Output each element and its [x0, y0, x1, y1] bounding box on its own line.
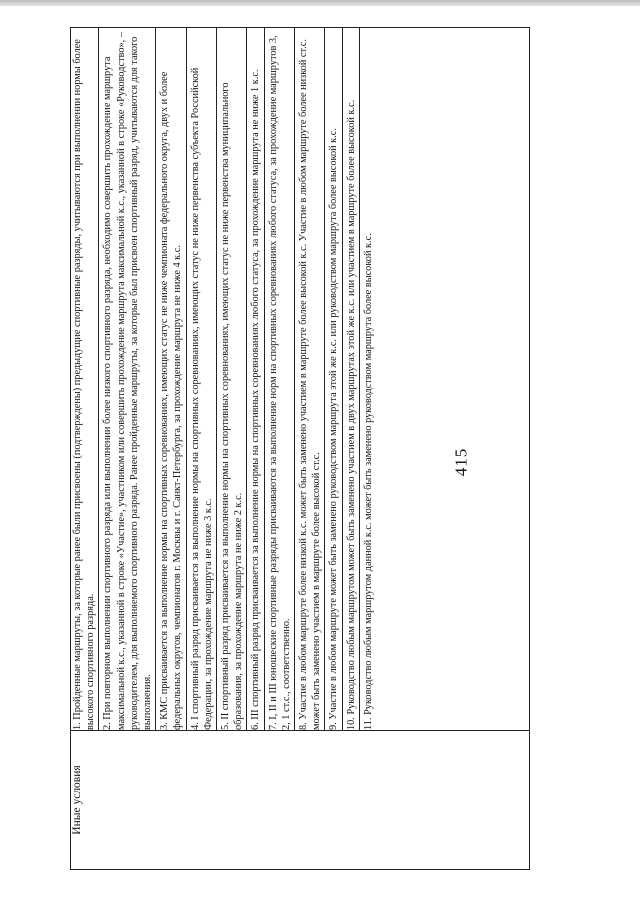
page-number: 415 — [451, 447, 471, 477]
condition-item: 10. Руководство любым маршрутом может быть заменено участием в двух маршрутах этой же к.с. или участием в маршруте более высокой к.с. — [345, 28, 360, 730]
condition-item: 3. КМС присваивается за выполнение нормы на спортивных соревнованиях, имеющих статус не ниже чемпионата федерального округа, двух и более федеральных округов, чемпионатов г. Москвы и г. Санкт-Петербурга, за прохождение маршрута не ниже 4 к.с. — [158, 28, 186, 730]
condition-item: 2. При повторном выполнении спортивного разряда или выполнении более низкого спортивного разряда, необходимо совершить прохождение маршрута максимальной к.с., указанной в строке «Участие», участником или совершить прохождение маршрута максимальной к.с., указанной в строке «Руководство», – руководителем, для выполняемого спортивного разряда. Ранее пройденные маршруты, за которые был присвоен спортивный разряд, учитываются для такого выполнения. — [101, 28, 156, 730]
condition-item: 9. Участие в любом маршруте может быть заменено руководством маршрута этой же к.с. или руководством маршрута более высокой к.с. — [327, 28, 342, 730]
scan-edge — [0, 0, 640, 6]
conditions-table — [70, 27, 530, 870]
condition-item: 5. II спортивный разряд присваивается за выполнение нормы на спортивных соревнованиях, имеющих статус не ниже первенства муниципального образования, за прохождение маршрута не ниже 2 к.с. — [219, 28, 247, 730]
condition-item: 11. Руководство любым маршрутом данной к.с. может быть заменено руководством маршрута более высокой к.с. — [362, 233, 374, 730]
condition-item: 8. Участие в любом маршруте более низкой к.с. может быть заменено участием в маршруте более высокой к.с. Участие в любом маршруте более низкой ст.с. может быть заменено участием в маршруте более высокой ст.с. — [297, 28, 325, 730]
row-content-cell — [71, 28, 530, 731]
row-label: Иные условия — [71, 765, 83, 835]
condition-item: 4. I спортивный разряд присваивается за выполнение нормы на спортивных соревнованиях, имеющих статус не ниже первенства субъекта Российской Федерации, за прохождение маршрута не ниже 3 к.с. — [189, 28, 217, 730]
condition-item: 1. Пройденные маршруты, за которые ранее были присвоены (подтверждены) предыдущие спортивные разряды, учитываются при выполнении нормы более высокого спортивного разряда. — [71, 28, 99, 730]
condition-item: 6. III спортивный разряд присваивается за выполнение нормы на спортивных соревнованиях любого статуса, за прохождение маршрута не ниже 1 к.с. — [249, 28, 264, 730]
rotated-table-container — [70, 27, 530, 870]
row-label-cell — [71, 731, 530, 870]
table-row — [71, 28, 530, 870]
condition-item: 7. I, II и III юношеские спортивные разряды присваиваются за выполнение норм на спортивных соревнованиях любого статуса, за прохождение маршрутов 3, 2, 1 ст.с., соответственно. — [267, 28, 295, 730]
